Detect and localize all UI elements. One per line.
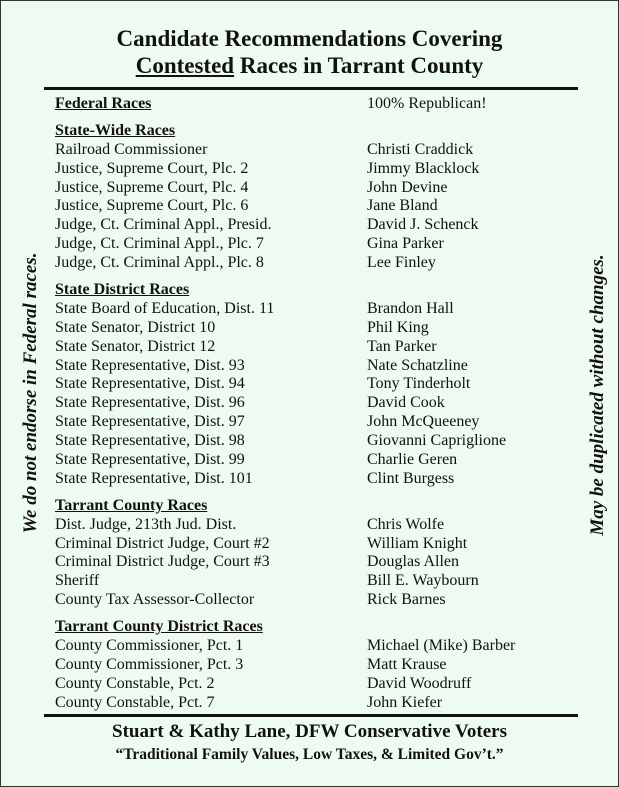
candidate-name: Matt Krause [367,655,447,673]
candidate-name: Rick Barnes [367,591,446,609]
race-row [55,656,575,675]
candidate-name: Brandon Hall [367,299,454,317]
office-name: State Representative, Dist. 94 [55,375,245,393]
office-name: Sheriff [55,572,100,590]
office-name: State Board of Education, Dist. 11 [55,299,275,317]
race-row [55,432,575,451]
federal-row [55,95,575,114]
race-row [55,319,575,338]
race-row [55,235,575,254]
candidate-name: Tony Tinderholt [367,375,471,393]
title-line-1: Candidate Recommendations Covering [116,26,503,51]
top-divider [44,87,578,90]
race-row [55,535,575,554]
office-name: State Representative, Dist. 98 [55,432,245,450]
race-row [55,338,575,357]
candidate-name: David Woodruff [367,674,472,692]
office-name: Railroad Commissioner [55,140,208,158]
candidate-name: Chris Wolfe [367,515,445,533]
candidate-name: Jimmy Blacklock [367,159,480,177]
office-name: Judge, Ct. Criminal Appl., Plc. 8 [55,254,264,272]
office-name: State Senator, District 10 [55,318,216,336]
footer-org: Stuart & Kathy Lane, DFW Conservative Voters [112,721,507,742]
section-header-row [55,281,575,300]
footer-slogan: “Traditional Family Values, Low Taxes, & Limited Gov’t.” [115,746,504,763]
candidate-name: William Knight [367,534,468,552]
section-gap [55,489,575,497]
race-row [55,451,575,470]
office-name: County Constable, Pct. 7 [55,693,215,711]
candidate-name: David J. Schenck [367,216,479,234]
section-header-row [55,497,575,516]
candidate-name: John Kiefer [367,693,443,711]
race-row [55,516,575,535]
office-name: County Commissioner, Pct. 1 [55,637,244,655]
candidate-name: John Devine [367,178,448,196]
office-name: Judge, Ct. Criminal Appl., Presid. [55,216,272,234]
candidate-name: Douglas Allen [367,553,459,571]
race-row [55,375,575,394]
office-name: Justice, Supreme Court, Plc. 4 [55,178,249,196]
races-list [55,95,575,713]
candidate-name: Jane Bland [367,197,438,215]
office-name: State Senator, District 12 [55,337,216,355]
race-row [55,553,575,572]
office-name: State Representative, Dist. 97 [55,413,245,431]
bottom-divider [44,714,578,717]
page-title [1,25,618,79]
office-name: State Representative, Dist. 99 [55,451,245,469]
candidate-name: John McQueeney [367,413,480,431]
office-name: Justice, Supreme Court, Plc. 2 [55,159,249,177]
office-name: State Representative, Dist. 93 [55,356,245,374]
section-header-row [55,618,575,637]
right-side-note: May be duplicated without changes. [587,254,608,536]
candidate-name: Lee Finley [367,254,436,272]
section-gap [55,273,575,281]
title-underlined-word: Contested [135,53,235,78]
section-gap [55,114,575,122]
office-name: County Constable, Pct. 2 [55,674,215,692]
race-row [55,394,575,413]
office-name: County Tax Assessor-Collector [55,591,255,609]
section-header-row [55,122,575,141]
candidate-name: Phil King [367,318,429,336]
section-header: Tarrant County Races [55,496,208,514]
office-name: Dist. Judge, 213th Jud. Dist. [55,515,237,533]
left-side-note: We do not endorse in Federal races. [20,252,41,534]
race-row [55,160,575,179]
race-row [55,357,575,376]
office-name: State Representative, Dist. 96 [55,394,245,412]
section-gap [55,610,575,618]
candidate-name: Michael (Mike) Barber [367,637,516,655]
office-name: State Representative, Dist. 101 [55,469,253,487]
section-header: Federal Races [55,95,152,112]
race-row [55,637,575,656]
federal-note: 100% Republican! [367,95,487,112]
race-row [55,216,575,235]
office-name: Criminal District Judge, Court #2 [55,534,270,552]
office-name: Criminal District Judge, Court #3 [55,553,270,571]
title-line-2-rest: Races in Tarrant County [234,53,484,78]
office-name: Justice, Supreme Court, Plc. 6 [55,197,249,215]
candidate-name: Clint Burgess [367,469,455,487]
race-row [55,413,575,432]
office-name: Judge, Ct. Criminal Appl., Plc. 7 [55,235,264,253]
race-row [55,141,575,160]
race-row [55,300,575,319]
race-row [55,675,575,694]
candidate-name: Giovanni Capriglione [367,432,507,450]
section-header: Tarrant County District Races [55,618,263,636]
section-header: State-Wide Races [55,121,176,139]
candidate-name: Gina Parker [367,235,444,253]
candidate-name: Tan Parker [367,337,437,355]
race-row [55,591,575,610]
section-header: State District Races [55,281,190,299]
race-row [55,572,575,591]
candidate-name: Christi Craddick [367,140,474,158]
race-row [55,179,575,198]
candidate-name: David Cook [367,394,445,412]
race-row [55,470,575,489]
race-row [55,197,575,216]
race-row [55,254,575,273]
race-sections [55,114,575,713]
title-line-2 [1,52,618,79]
candidate-name: Nate Schatzline [367,356,468,374]
candidate-name: Bill E. Waybourn [367,572,479,590]
race-row [55,694,575,713]
office-name: County Commissioner, Pct. 3 [55,655,244,673]
candidate-name: Charlie Geren [367,451,458,469]
